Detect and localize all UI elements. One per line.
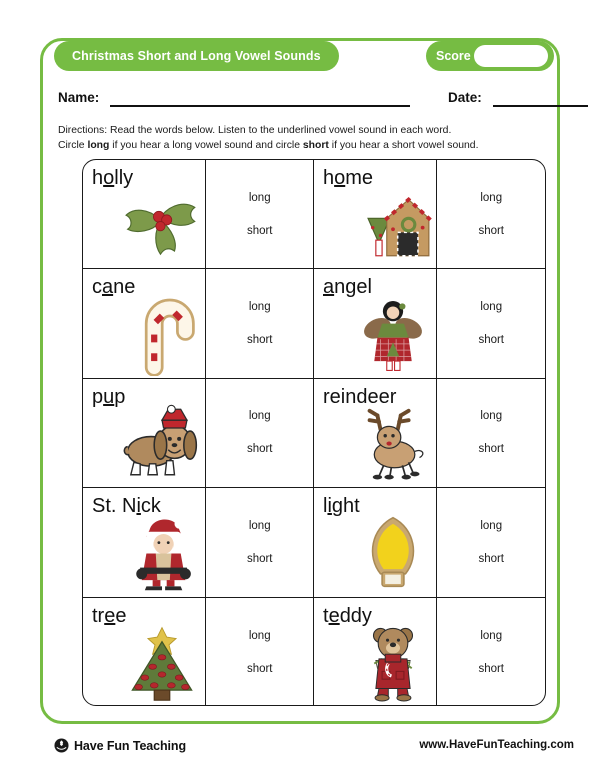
vowel-sounds-table bbox=[82, 159, 546, 706]
option-long[interactable]: long bbox=[248, 629, 271, 642]
word-label: home bbox=[323, 167, 374, 189]
directions-long-word: long bbox=[87, 139, 110, 151]
word-cell bbox=[314, 269, 437, 377]
option-long[interactable]: long bbox=[248, 191, 271, 204]
option-long[interactable]: long bbox=[248, 519, 271, 532]
candy-cane-icon bbox=[123, 290, 201, 376]
word-cell bbox=[83, 160, 206, 268]
item-cell bbox=[314, 160, 545, 268]
item-cell bbox=[83, 379, 314, 487]
name-input[interactable] bbox=[110, 105, 410, 107]
answer-cell bbox=[437, 379, 545, 487]
directions-line-2 bbox=[58, 139, 558, 154]
option-short[interactable]: short bbox=[246, 334, 273, 347]
word-label: pup bbox=[92, 385, 126, 408]
word-cell bbox=[83, 269, 206, 377]
directions-short-word: short bbox=[302, 139, 329, 151]
option-short[interactable]: short bbox=[478, 662, 505, 675]
directions-line-1: Directions: Read the words below. Listen to the underlined vowel sound in each word. bbox=[58, 125, 452, 136]
word-label: St. Nick bbox=[92, 495, 161, 518]
option-short[interactable]: short bbox=[246, 224, 273, 237]
answer-cell bbox=[206, 160, 314, 268]
name-label: Name: bbox=[58, 90, 100, 105]
gingerbread-house-icon bbox=[354, 180, 432, 266]
item-cell bbox=[83, 598, 314, 706]
word-cell bbox=[314, 598, 437, 706]
word-label: teddy bbox=[323, 604, 372, 627]
option-long[interactable]: long bbox=[480, 410, 503, 423]
globe-icon bbox=[54, 738, 69, 753]
word-cell bbox=[83, 488, 206, 596]
answer-cell bbox=[206, 488, 314, 596]
table-row bbox=[83, 598, 545, 706]
score-area bbox=[426, 41, 554, 71]
score-label: Score bbox=[436, 49, 471, 63]
option-short[interactable]: short bbox=[246, 552, 273, 565]
option-short[interactable]: short bbox=[478, 443, 505, 456]
word-label: cane bbox=[92, 276, 136, 299]
item-cell bbox=[314, 488, 545, 596]
directions-seg-b: if you hear a long vowel sound and circle bbox=[109, 139, 303, 151]
christmas-light-icon bbox=[354, 509, 432, 595]
christmas-tree-icon bbox=[123, 619, 201, 705]
word-label: reindeer bbox=[323, 385, 397, 408]
angel-icon bbox=[354, 290, 432, 376]
directions-text bbox=[58, 124, 558, 153]
word-label: holly bbox=[92, 167, 134, 189]
word-label: light bbox=[323, 495, 360, 518]
answer-cell bbox=[437, 598, 545, 706]
word-label: angel bbox=[323, 276, 372, 299]
date-label: Date: bbox=[448, 90, 482, 105]
header-bar bbox=[54, 41, 554, 71]
table-row bbox=[83, 160, 545, 269]
footer bbox=[54, 738, 574, 764]
table-row bbox=[83, 379, 545, 488]
item-cell bbox=[314, 379, 545, 487]
word-cell bbox=[83, 379, 206, 487]
brand-name: Have Fun Teaching bbox=[74, 738, 186, 753]
option-short[interactable]: short bbox=[478, 334, 505, 347]
option-short[interactable]: short bbox=[246, 662, 273, 675]
holly-icon bbox=[123, 180, 201, 266]
answer-cell bbox=[206, 269, 314, 377]
directions-seg-c: if you hear a short vowel sound. bbox=[328, 139, 479, 151]
word-cell bbox=[314, 379, 437, 487]
table-row bbox=[83, 488, 545, 597]
santa-icon bbox=[123, 509, 201, 595]
option-long[interactable]: long bbox=[480, 629, 503, 642]
option-long[interactable]: long bbox=[248, 301, 271, 314]
option-short[interactable]: short bbox=[246, 443, 273, 456]
answer-cell bbox=[437, 160, 545, 268]
word-cell bbox=[83, 598, 206, 706]
teddy-bear-icon bbox=[354, 619, 432, 705]
directions-seg-a: Circle bbox=[58, 139, 88, 151]
score-input[interactable] bbox=[474, 45, 548, 67]
answer-cell bbox=[437, 269, 545, 377]
table-row bbox=[83, 269, 545, 378]
answer-cell bbox=[206, 598, 314, 706]
answer-cell bbox=[206, 379, 314, 487]
word-cell bbox=[314, 488, 437, 596]
item-cell bbox=[314, 598, 545, 706]
item-cell bbox=[83, 488, 314, 596]
item-cell bbox=[83, 160, 314, 268]
puppy-icon bbox=[123, 399, 201, 485]
option-short[interactable]: short bbox=[478, 552, 505, 565]
option-long[interactable]: long bbox=[480, 519, 503, 532]
name-date-row bbox=[58, 88, 558, 112]
option-long[interactable]: long bbox=[480, 191, 503, 204]
option-long[interactable]: long bbox=[480, 301, 503, 314]
date-input[interactable] bbox=[493, 105, 588, 107]
reindeer-icon bbox=[354, 399, 432, 485]
answer-cell bbox=[437, 488, 545, 596]
website-url[interactable]: www.HaveFunTeaching.com bbox=[419, 739, 574, 751]
item-cell bbox=[314, 269, 545, 377]
page-title: Christmas Short and Long Vowel Sounds bbox=[54, 41, 339, 71]
word-label: tree bbox=[92, 604, 127, 627]
worksheet-page bbox=[14, 14, 586, 762]
option-long[interactable]: long bbox=[248, 410, 271, 423]
word-cell bbox=[314, 160, 437, 268]
brand-logo[interactable] bbox=[54, 738, 186, 753]
item-cell bbox=[83, 269, 314, 377]
option-short[interactable]: short bbox=[478, 224, 505, 237]
